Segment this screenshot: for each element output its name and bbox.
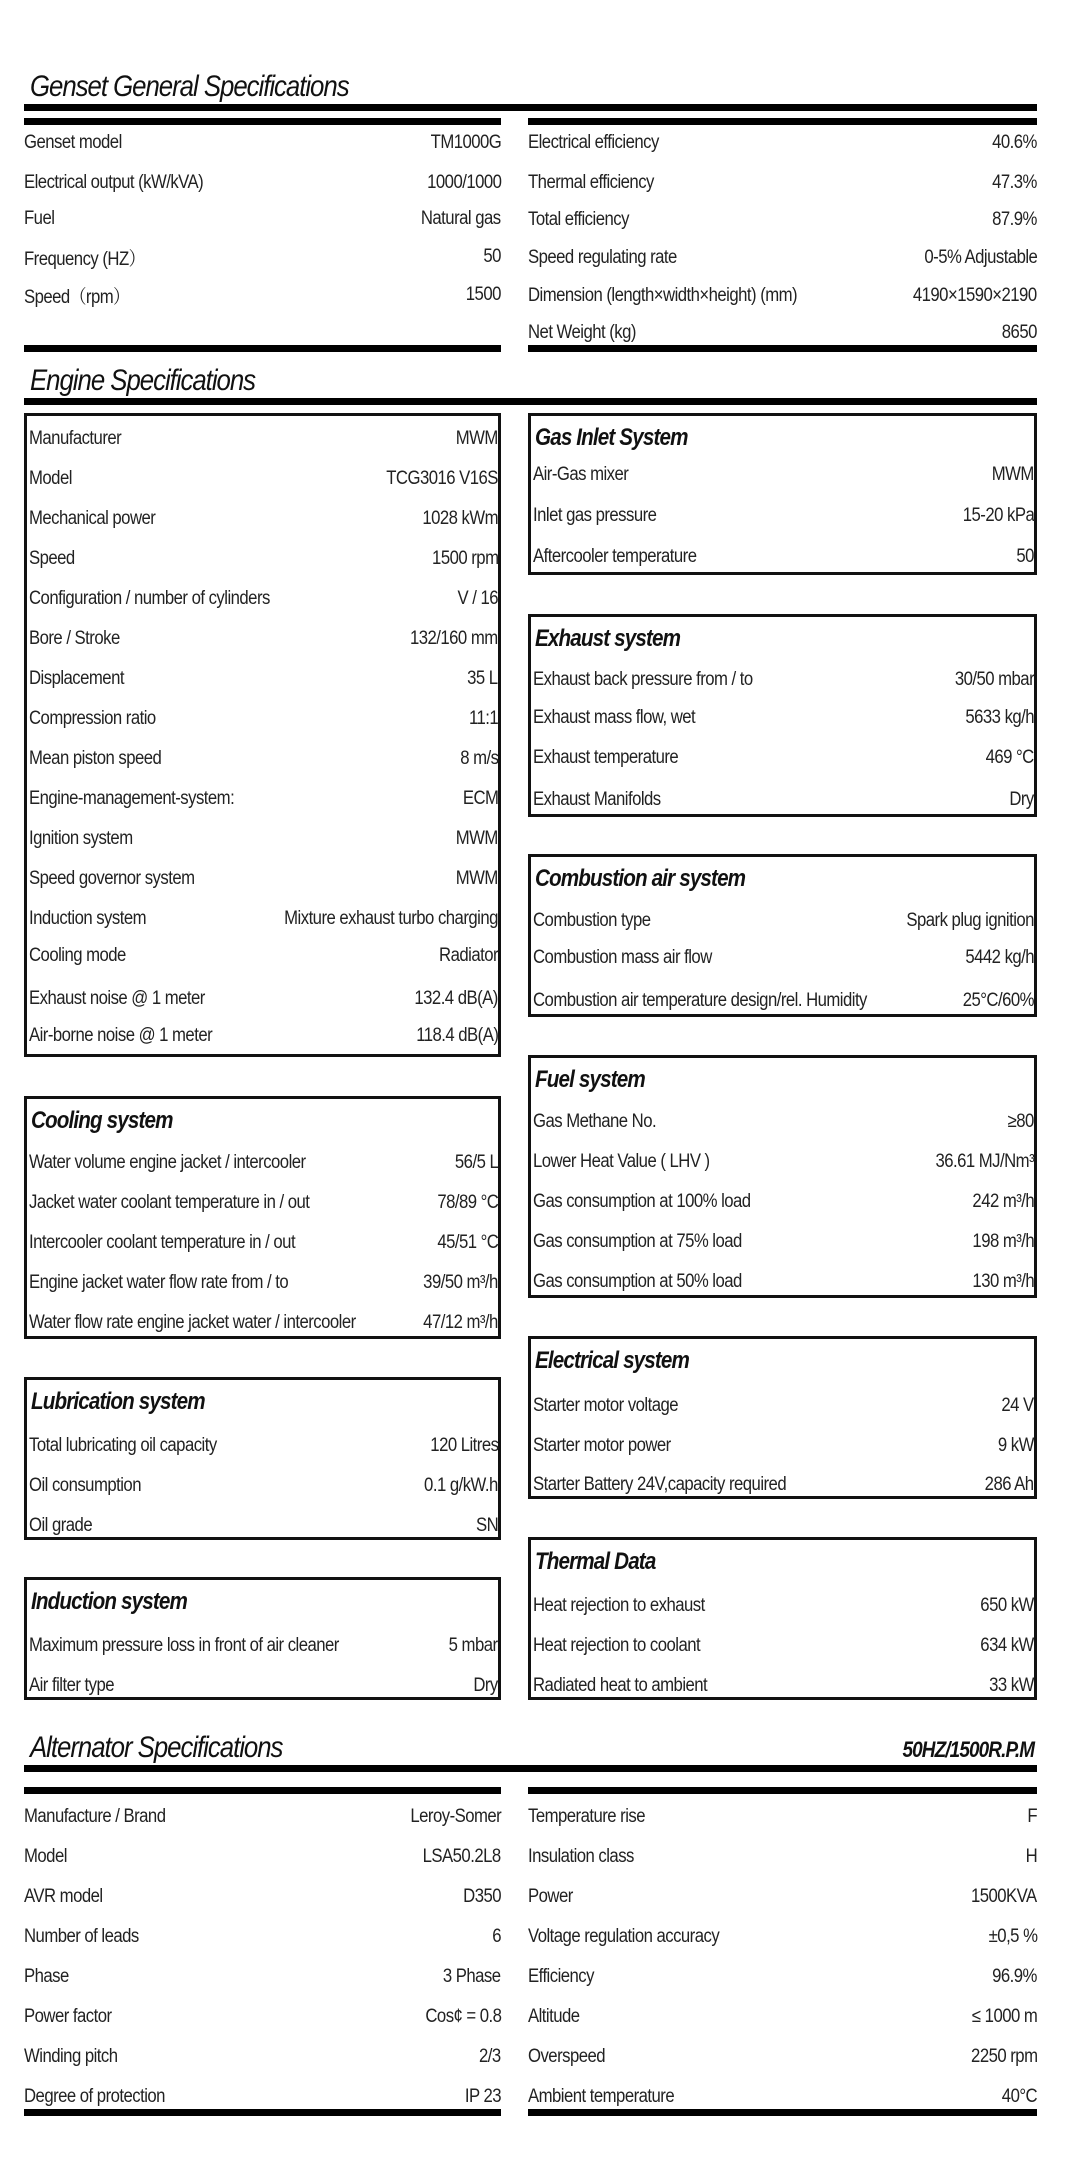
table-row: [24, 126, 501, 160]
row-label: Overspeed: [528, 2046, 606, 2067]
row-label: Power factor: [24, 2006, 112, 2027]
row-value: 39/50 m³/h: [423, 1272, 498, 1293]
row-label: Starter motor voltage: [533, 1395, 679, 1416]
row-label: Heat rejection to exhaust: [533, 1595, 705, 1616]
alternator-left-bottom-rule: [24, 2109, 501, 2116]
table-row: [533, 1669, 1034, 1703]
row-label: Engine jacket water flow rate from / to: [29, 1272, 289, 1293]
row-label: Exhaust temperature: [533, 747, 679, 768]
row-label: Voltage regulation accuracy: [528, 1926, 720, 1947]
row-value: 5 mbar: [449, 1635, 498, 1656]
row-label: Speed: [29, 548, 75, 569]
row-label: Ignition system: [29, 828, 133, 849]
row-label: Engine-management-system:: [29, 788, 235, 809]
table-row: [533, 1145, 1034, 1179]
row-value: 35 L: [467, 668, 498, 689]
thermal-title: Thermal Data: [535, 1548, 656, 1575]
row-value: 50: [483, 246, 501, 267]
table-row: [29, 582, 498, 616]
row-label: Manufacture / Brand: [24, 1806, 166, 1827]
row-value: 33 kW: [989, 1675, 1034, 1696]
row-label: Combustion mass air flow: [533, 947, 712, 968]
table-row: [29, 462, 498, 496]
table-row: [533, 540, 1034, 574]
row-label: Gas consumption at 75% load: [533, 1231, 742, 1252]
gas-inlet-title: Gas Inlet System: [535, 424, 688, 451]
row-label: Water volume engine jacket / intercooler: [29, 1152, 306, 1173]
table-row: [528, 126, 1037, 160]
row-label: Oil grade: [29, 1515, 93, 1536]
table-row: [29, 622, 498, 656]
table-row: [533, 499, 1034, 533]
row-label: Efficiency: [528, 1966, 594, 1987]
row-value: 2/3: [479, 2046, 501, 2067]
induction-box: [24, 1577, 501, 1700]
row-value: 130 m³/h: [972, 1271, 1034, 1292]
row-label: Cooling mode: [29, 945, 126, 966]
row-value: 15-20 kPa: [962, 505, 1034, 526]
table-row: [29, 782, 498, 816]
row-value: TM1000G: [430, 132, 501, 153]
row-value: Cos¢ = 0.8: [424, 2006, 501, 2027]
table-row: [24, 166, 501, 200]
table-row: [29, 1509, 498, 1543]
table-row: [24, 1960, 501, 1994]
alternator-right-top-rule: [528, 1787, 1037, 1794]
electrical-title: Electrical system: [535, 1347, 690, 1374]
row-value: V / 16: [457, 588, 498, 609]
table-row: [29, 502, 498, 536]
row-value: 0-5% Adjustable: [924, 247, 1037, 268]
row-value: 25°C/60%: [962, 990, 1034, 1011]
row-value: 1500KVA: [971, 1886, 1037, 1907]
row-value: 1500: [465, 284, 501, 305]
row-value: 1028 kWm: [422, 508, 498, 529]
row-label: Gas Methane No.: [533, 1111, 657, 1132]
alternator-right-table: [528, 1800, 1037, 2112]
table-row: [533, 1589, 1034, 1623]
row-value: Natural gas: [421, 208, 501, 229]
alternator-right-bottom-rule: [528, 2109, 1037, 2116]
row-label: Exhaust mass flow, wet: [533, 707, 696, 728]
row-value: ECM: [462, 788, 498, 809]
row-label: Jacket water coolant temperature in / out: [29, 1192, 310, 1213]
row-label: Compression ratio: [29, 708, 156, 729]
row-label: Water flow rate engine jacket water / intercooler: [29, 1312, 356, 1333]
row-value: MWM: [455, 828, 498, 849]
table-row: [528, 166, 1037, 200]
fuel-title: Fuel system: [535, 1066, 645, 1093]
table-row: [533, 904, 1034, 938]
table-row: [533, 701, 1034, 735]
row-value: 11:1: [468, 708, 498, 729]
table-row: [29, 542, 498, 576]
row-label: Total efficiency: [528, 209, 629, 230]
table-row: [533, 741, 1034, 775]
row-label: Mechanical power: [29, 508, 156, 529]
row-value: ±0,5 %: [988, 1926, 1037, 1947]
row-value: 242 m³/h: [972, 1191, 1034, 1212]
row-label: Altitude: [528, 2006, 580, 2027]
row-value: 132.4 dB(A): [414, 988, 498, 1009]
row-label: Induction system: [29, 908, 147, 929]
lubrication-box: [24, 1377, 501, 1540]
row-value: Leroy-Somer: [410, 1806, 501, 1827]
row-value: 286 Ah: [985, 1474, 1034, 1495]
row-value: H: [1025, 1846, 1037, 1867]
combustion-box: [528, 854, 1037, 1017]
table-row: [528, 2000, 1037, 2034]
row-value: LSA50.2L8: [422, 1846, 501, 1867]
table-row: [29, 1306, 498, 1340]
engine-title-rule: [24, 398, 1037, 405]
row-value: 9 kW: [998, 1435, 1034, 1456]
row-value: MWM: [455, 428, 498, 449]
table-row: [24, 278, 501, 312]
table-row: [29, 1429, 498, 1463]
genset-left-bottom-rule: [24, 345, 501, 352]
row-label: Electrical efficiency: [528, 132, 659, 153]
table-row: [533, 984, 1034, 1018]
row-value: 47/12 m³/h: [423, 1312, 498, 1333]
row-label: Air-borne noise @ 1 meter: [29, 1025, 213, 1046]
row-value: 120 Litres: [429, 1435, 498, 1456]
table-row: [29, 1669, 498, 1703]
table-row: [24, 2040, 501, 2074]
row-value: 6: [492, 1926, 501, 1947]
row-label: Bore / Stroke: [29, 628, 120, 649]
row-value: 56/5 L: [454, 1152, 498, 1173]
row-value: ≤ 1000 m: [971, 2006, 1037, 2027]
row-label: Air filter type: [29, 1675, 115, 1696]
table-row: [528, 1800, 1037, 1834]
cooling-box: [24, 1096, 501, 1339]
table-row: [29, 822, 498, 856]
row-label: Fuel: [24, 208, 55, 229]
genset-right-bottom-rule: [528, 345, 1037, 352]
row-label: Gas consumption at 100% load: [533, 1191, 751, 1212]
row-label: Net Weight (kg): [528, 322, 636, 343]
row-label: Oil consumption: [29, 1475, 141, 1496]
row-label: Air-Gas mixer: [533, 464, 629, 485]
row-label: Starter motor power: [533, 1435, 671, 1456]
table-row: [533, 1468, 1034, 1502]
gas-inlet-box: [528, 413, 1037, 575]
table-row: [528, 279, 1037, 313]
row-label: Maximum pressure loss in front of air cleaner: [29, 1635, 339, 1656]
row-value: 24 V: [1001, 1395, 1034, 1416]
table-row: [29, 1146, 498, 1180]
table-row: [533, 1185, 1034, 1219]
row-label: Thermal efficiency: [528, 172, 654, 193]
table-row: [533, 1265, 1034, 1299]
row-label: Displacement: [29, 668, 124, 689]
row-label: Genset model: [24, 132, 122, 153]
alternator-left-table: [24, 1800, 501, 2112]
row-value: D350: [463, 1886, 501, 1907]
row-value: 1000/1000: [426, 172, 501, 193]
table-row: [24, 1920, 501, 1954]
row-label: Model: [24, 1846, 67, 1867]
table-row: [29, 902, 498, 936]
row-value: TCG3016 V16S: [386, 468, 498, 489]
row-label: Aftercooler temperature: [533, 546, 697, 567]
row-label: Exhaust noise @ 1 meter: [29, 988, 205, 1009]
table-row: [24, 1840, 501, 1874]
alternator-frequency-speed: 50HZ/1500R.P.M: [902, 1737, 1034, 1762]
row-label: Power: [528, 1886, 573, 1907]
table-row: [29, 662, 498, 696]
row-value: 40°C: [1001, 2086, 1037, 2107]
table-row: [528, 2040, 1037, 2074]
row-value: 8650: [1001, 322, 1037, 343]
table-row: [29, 982, 498, 1016]
table-row: [533, 1225, 1034, 1259]
row-value: Dry: [1009, 789, 1034, 810]
row-label: Exhaust Manifolds: [533, 789, 661, 810]
table-row: [29, 1019, 498, 1053]
genset-left-table: [24, 126, 501, 316]
row-label: Speed governor system: [29, 868, 195, 889]
row-value: Mixture exhaust turbo charging: [284, 908, 498, 929]
row-label: Number of leads: [24, 1926, 139, 1947]
row-label: Mean piston speed: [29, 748, 162, 769]
row-value: MWM: [991, 464, 1034, 485]
table-row: [528, 1960, 1037, 1994]
genset-section-title: Genset General Specifications: [30, 70, 349, 103]
alternator-section-title: Alternator Specifications: [30, 1731, 283, 1764]
row-value: 198 m³/h: [972, 1231, 1034, 1252]
row-label: Frequency (HZ）: [24, 248, 145, 270]
row-value: 0.1 g/kW.h: [424, 1475, 498, 1496]
row-value: 1500 rpm: [431, 548, 498, 569]
row-value: 132/160 mm: [410, 628, 498, 649]
row-value: 47.3%: [992, 172, 1037, 193]
row-label: Electrical output (kW/kVA): [24, 172, 204, 193]
row-value: 4190×1590×2190: [913, 285, 1037, 306]
row-value: 96.9%: [992, 1966, 1037, 1987]
row-label: Ambient temperature: [528, 2086, 675, 2107]
engine-main-box: [24, 413, 501, 1057]
genset-right-table: [528, 126, 1037, 348]
row-label: AVR model: [24, 1886, 103, 1907]
table-row: [533, 1389, 1034, 1423]
row-value: 650 kW: [980, 1595, 1034, 1616]
table-row: [29, 939, 498, 973]
table-row: [24, 240, 501, 274]
alternator-left-top-rule: [24, 1787, 501, 1794]
table-row: [528, 241, 1037, 275]
row-value: 5633 kg/h: [965, 707, 1034, 728]
row-label: Heat rejection to coolant: [533, 1635, 701, 1656]
row-value: 118.4 dB(A): [415, 1025, 498, 1046]
row-label: Combustion air temperature design/rel. Humidity: [533, 990, 867, 1011]
row-value: 40.6%: [992, 132, 1037, 153]
table-row: [533, 783, 1034, 817]
table-row: [528, 1840, 1037, 1874]
row-label: Combustion type: [533, 910, 651, 931]
table-row: [528, 1920, 1037, 1954]
row-value: 78/89 °C: [436, 1192, 498, 1213]
row-label: Dimension (length×width×height) (mm): [528, 285, 798, 306]
table-row: [533, 663, 1034, 697]
row-label: Configuration / number of cylinders: [29, 588, 270, 609]
row-value: 30/50 mbar: [954, 669, 1034, 690]
row-value: Spark plug ignition: [906, 910, 1034, 931]
row-label: Degree of protection: [24, 2086, 165, 2107]
table-row: [29, 1469, 498, 1503]
row-label: Starter Battery 24V,capacity required: [533, 1474, 787, 1495]
row-label: Temperature rise: [528, 1806, 646, 1827]
row-label: Lower Heat Value ( LHV ): [533, 1151, 710, 1172]
row-value: ≥80: [1007, 1111, 1034, 1132]
fuel-box: [528, 1055, 1037, 1298]
row-value: MWM: [455, 868, 498, 889]
table-row: [29, 1226, 498, 1260]
table-row: [533, 1105, 1034, 1139]
row-value: 634 kW: [980, 1635, 1034, 1656]
table-row: [29, 742, 498, 776]
genset-title-rule: [24, 104, 1037, 111]
row-value: 3 Phase: [443, 1966, 501, 1987]
row-label: Manufacturer: [29, 428, 122, 449]
row-value: 469 °C: [985, 747, 1034, 768]
table-row: [533, 1429, 1034, 1463]
table-row: [29, 702, 498, 736]
electrical-box: [528, 1336, 1037, 1499]
genset-left-top-rule: [24, 118, 501, 125]
table-row: [533, 941, 1034, 975]
row-value: 5442 kg/h: [965, 947, 1034, 968]
row-value: 8 m/s: [459, 748, 498, 769]
genset-right-top-rule: [528, 118, 1037, 125]
row-value: F: [1027, 1806, 1037, 1827]
row-label: Exhaust back pressure from / to: [533, 669, 753, 690]
table-row: [24, 1880, 501, 1914]
engine-section-title: Engine Specifications: [30, 364, 256, 397]
row-value: 36.61 MJ/Nm³: [935, 1151, 1034, 1172]
row-value: 50: [1016, 546, 1034, 567]
lubrication-title: Lubrication system: [31, 1388, 205, 1415]
alternator-title-rule: [24, 1765, 1037, 1772]
table-row: [29, 1629, 498, 1663]
row-label: Model: [29, 468, 72, 489]
row-label: Speed（rpm）: [24, 286, 130, 308]
table-row: [29, 862, 498, 896]
table-row: [533, 458, 1034, 492]
row-label: Total lubricating oil capacity: [29, 1435, 217, 1456]
row-label: Gas consumption at 50% load: [533, 1271, 742, 1292]
exhaust-title: Exhaust system: [535, 625, 681, 652]
table-row: [29, 1186, 498, 1220]
table-row: [29, 1266, 498, 1300]
table-row: [24, 202, 501, 236]
table-row: [528, 1880, 1037, 1914]
row-value: IP 23: [464, 2086, 501, 2107]
table-row: [528, 203, 1037, 237]
row-label: Insulation class: [528, 1846, 634, 1867]
row-label: Intercooler coolant temperature in / out: [29, 1232, 296, 1253]
thermal-box: [528, 1537, 1037, 1700]
row-value: 87.9%: [992, 209, 1037, 230]
row-value: SN: [475, 1515, 498, 1536]
row-label: Radiated heat to ambient: [533, 1675, 708, 1696]
row-value: 45/51 °C: [436, 1232, 498, 1253]
exhaust-box: [528, 614, 1037, 817]
row-value: Dry: [473, 1675, 498, 1696]
row-label: Speed regulating rate: [528, 247, 677, 268]
table-row: [24, 2000, 501, 2034]
induction-title: Induction system: [31, 1588, 187, 1615]
row-label: Phase: [24, 1966, 69, 1987]
combustion-title: Combustion air system: [535, 865, 746, 892]
row-value: Radiator: [439, 945, 498, 966]
cooling-title: Cooling system: [31, 1107, 173, 1134]
row-value: 2250 rpm: [970, 2046, 1037, 2067]
table-row: [29, 422, 498, 456]
table-row: [533, 1629, 1034, 1663]
row-label: Winding pitch: [24, 2046, 118, 2067]
table-row: [24, 1800, 501, 1834]
row-label: Inlet gas pressure: [533, 505, 657, 526]
